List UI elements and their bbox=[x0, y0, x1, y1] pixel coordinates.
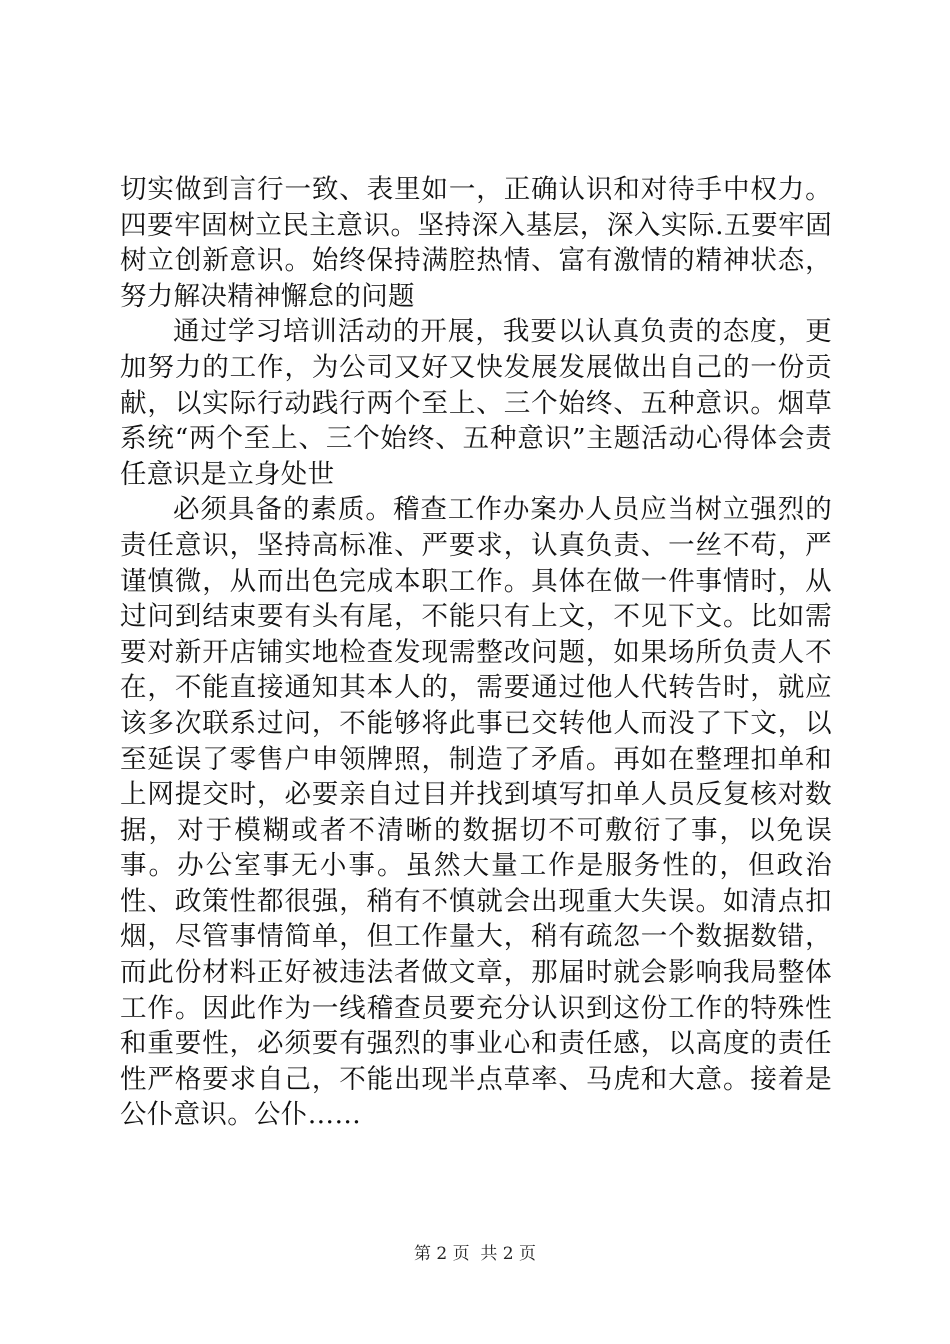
paragraph-1: 切实做到言行一致、表里如一，正确认识和对待手中权力。四要牢固树立民主意识。坚持深入基层，深入实际.五要牢固树立创新意识。始终保持满腔热情、富有激情的精神状态，努力解决精神懈怠的问题 bbox=[120, 174, 832, 312]
document-body bbox=[120, 172, 832, 1133]
paragraph-3: 必须具备的素质。稽查工作办案办人员应当树立强烈的责任意识，坚持高标准、严要求，认真负责、一丝不苟，严谨慎微，从而出色完成本职工作。具体在做一件事情时，从过问到结束要有头有尾，不能只有上文，不见下文。比如需要对新开店铺实地检查发现需整改问题，如果场所负责人不在，不能直接通知其本人的，需要通过他人代转告时，就应该多次联系过问，不能够将此事已交转他人而没了下文，以至延误了零售户申领牌照，制造了矛盾。再如在整理扣单和上网提交时，必要亲自过目并找到填写扣单人员反复核对数据，对于模糊或者不清晰的数据切不可敷衍了事，以免误事。办公室事无小事。虽然大量工作是服务性的，但政治性、政策性都很强，稍有不慎就会出现重大失误。如清点扣烟，尽管事情简单，但工作量大，稍有疏忽一个数据数错，而此份材料正好被违法者做文章，那届时就会影响我局整体工作。因此作为一线稽查员要充分认识到这份工作的特殊性和重要性，必须要有强烈的事业心和责任感，以高度的责任性严格要求自己，不能出现半点草率、马虎和大意。接着是公仆意识。公仆…… bbox=[120, 494, 832, 1131]
page-footer bbox=[0, 1243, 950, 1265]
paragraph-2: 通过学习培训活动的开展，我要以认真负责的态度，更加努力的工作，为公司又好又快发展发展做出自己的一份贡献，以实际行动践行两个至上、三个始终、五种意识。烟草系统“两个至上、三个始终、五种意识”主题活动心得体会责任意识是立身处世 bbox=[120, 316, 832, 490]
page-number-label: 第 2 页 共 2 页 bbox=[413, 1244, 537, 1264]
